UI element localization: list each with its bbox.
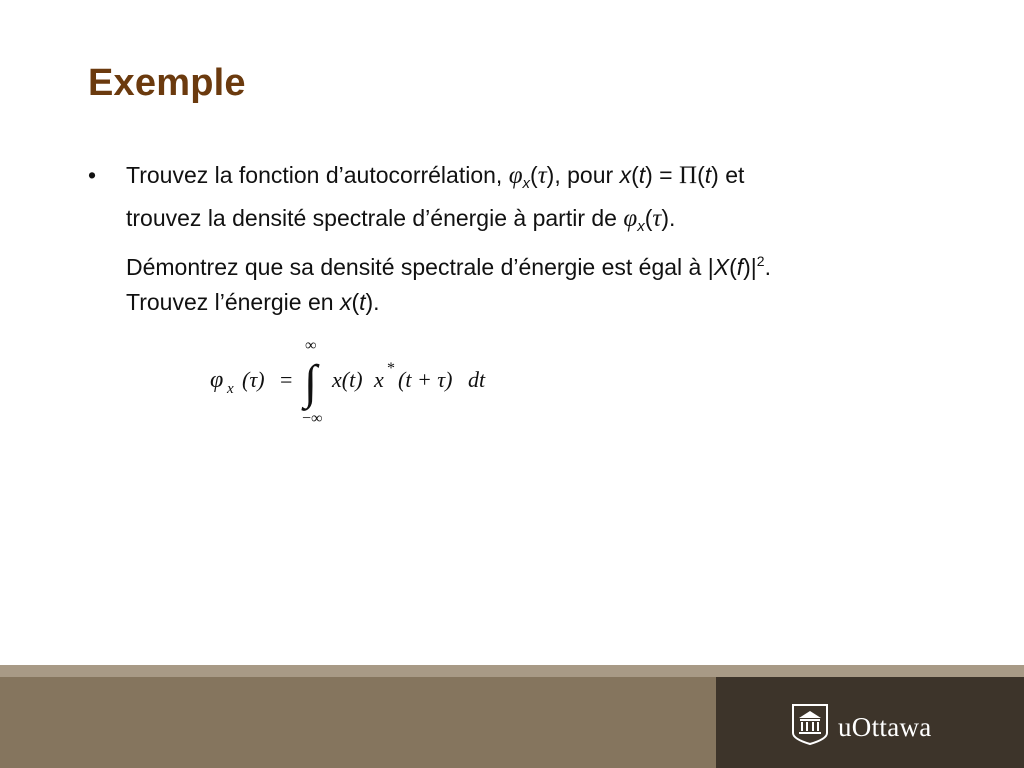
paren-close: ) — [711, 162, 719, 188]
eq-x-of-t: x(t) — [332, 367, 363, 392]
text-run: . — [764, 254, 771, 280]
footer-band-mid — [0, 677, 716, 768]
uottawa-logo-text: uOttawa — [838, 712, 932, 742]
subscript-x: x — [637, 218, 645, 235]
text-run: . — [373, 289, 380, 315]
var-f: f — [736, 254, 744, 280]
paren-close: ) — [661, 205, 669, 231]
eq-equals: = — [280, 367, 293, 392]
bullet-marker: • — [88, 162, 97, 188]
tau-symbol: τ — [537, 162, 547, 189]
slide-title: Exemple — [88, 62, 246, 104]
text-run: Trouvez l’énergie en — [126, 289, 340, 315]
paren-open: ( — [729, 254, 737, 280]
bullet-line-2 — [126, 201, 948, 244]
var-X: X — [713, 254, 730, 280]
bullet-line-1 — [126, 158, 948, 201]
text-run: trouvez la densité spectrale d’énergie à partir de — [126, 205, 624, 231]
eq-lower-limit: −∞ — [302, 410, 323, 427]
eq-conj-star: * — [387, 360, 395, 377]
pi-symbol: Π — [679, 162, 698, 189]
paren-close: ) — [645, 162, 653, 188]
eq-lhs-arg: (τ) — [242, 367, 265, 392]
paren-close: ) — [546, 162, 555, 188]
text-run: Trouvez la fonction d’autocorrélation, — [126, 162, 509, 188]
footer-band-light — [0, 665, 1024, 677]
paren-open: ( — [351, 289, 360, 315]
paren-close: ) — [743, 254, 751, 280]
paren-open: ( — [530, 162, 538, 188]
eq-upper-limit: ∞ — [305, 337, 317, 354]
var-x: x — [339, 289, 352, 315]
text-run: et — [718, 162, 745, 188]
text-run: , pour — [554, 162, 620, 188]
var-t: t — [359, 289, 366, 315]
eq-sub-x: x — [227, 381, 234, 397]
text-run: . — [668, 205, 676, 231]
paren-open: ( — [644, 205, 653, 231]
paren-open: ( — [697, 162, 705, 188]
tau-symbol: τ — [652, 205, 662, 232]
var-t: t — [704, 162, 712, 188]
eq-integral-sign: ∫ — [304, 356, 318, 409]
text-run: Démontrez que sa densité spectrale d’énergie est égal à | — [126, 254, 714, 280]
eq-phi: φ — [210, 367, 224, 393]
bullet-line-4 — [126, 285, 948, 320]
university-building-icon — [790, 703, 830, 745]
phi-symbol: φ — [508, 162, 523, 189]
eq-x-conj: x — [374, 367, 384, 392]
bullet-line-3 — [126, 244, 948, 285]
var-t: t — [638, 162, 646, 188]
bullet-list — [88, 158, 948, 320]
phi-symbol: φ — [623, 205, 638, 232]
equals-sign: = — [652, 162, 680, 188]
paren-open: ( — [631, 162, 639, 188]
bullet-item — [126, 158, 948, 320]
eq-arg: (t + τ) — [398, 367, 453, 392]
autocorrelation-equation — [200, 330, 520, 430]
var-x: x — [619, 162, 632, 188]
superscript-2: 2 — [756, 253, 765, 269]
text-run: | — [750, 254, 757, 280]
eq-dt: dt — [468, 367, 486, 392]
subscript-x: x — [522, 175, 531, 192]
paren-close: ) — [365, 289, 374, 315]
